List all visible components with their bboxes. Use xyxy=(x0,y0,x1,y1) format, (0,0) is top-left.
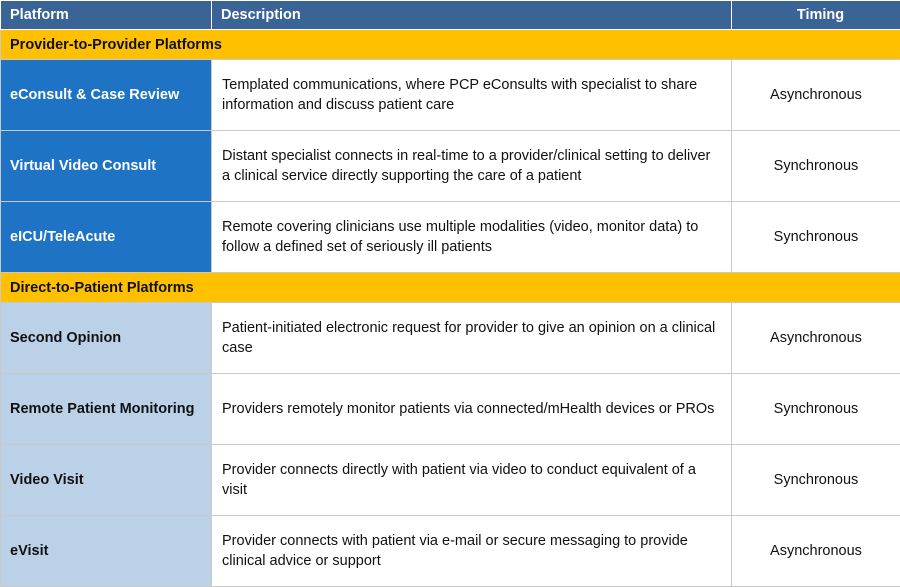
table-row xyxy=(1,131,900,202)
platform-description: Providers remotely monitor patients via connected/mHealth devices or PROs xyxy=(212,374,732,445)
table-row xyxy=(1,202,900,273)
header-row xyxy=(1,1,900,30)
platform-name: eConsult & Case Review xyxy=(1,60,212,131)
platform-name: Video Visit xyxy=(1,445,212,516)
platform-timing: Synchronous xyxy=(732,202,900,273)
platform-timing: Synchronous xyxy=(732,445,900,516)
platform-description: Patient-initiated electronic request for provider to give an opinion on a clinical case xyxy=(212,303,732,374)
table-row xyxy=(1,374,900,445)
platform-description: Provider connects with patient via e-mail or secure messaging to provide clinical advice or support xyxy=(212,516,732,587)
platform-name: eICU/TeleAcute xyxy=(1,202,212,273)
platform-description: Provider connects directly with patient via video to conduct equivalent of a visit xyxy=(212,445,732,516)
platform-description: Templated communications, where PCP eConsults with specialist to share information and discuss patient care xyxy=(212,60,732,131)
platform-timing: Synchronous xyxy=(732,131,900,202)
table-row xyxy=(1,445,900,516)
platform-timing: Synchronous xyxy=(732,374,900,445)
platform-timing: Asynchronous xyxy=(732,303,900,374)
table-row xyxy=(1,303,900,374)
platform-name: Virtual Video Consult xyxy=(1,131,212,202)
header-platform: Platform xyxy=(1,1,212,30)
table-row xyxy=(1,516,900,587)
section-title: Provider-to-Provider Platforms xyxy=(1,30,900,60)
platform-description: Distant specialist connects in real-time to a provider/clinical setting to deliver a clinical service directly supporting the care of a patient xyxy=(212,131,732,202)
platform-timing: Asynchronous xyxy=(732,516,900,587)
table-row xyxy=(1,60,900,131)
platform-name: eVisit xyxy=(1,516,212,587)
section-row-provider-to-provider xyxy=(1,30,900,60)
platform-description: Remote covering clinicians use multiple modalities (video, monitor data) to follow a defined set of seriously ill patients xyxy=(212,202,732,273)
section-row-direct-to-patient xyxy=(1,273,900,303)
platform-timing: Asynchronous xyxy=(732,60,900,131)
section-title: Direct-to-Patient Platforms xyxy=(1,273,900,303)
header-timing: Timing xyxy=(732,1,900,30)
platform-name: Second Opinion xyxy=(1,303,212,374)
platform-name: Remote Patient Monitoring xyxy=(1,374,212,445)
header-description: Description xyxy=(212,1,732,30)
